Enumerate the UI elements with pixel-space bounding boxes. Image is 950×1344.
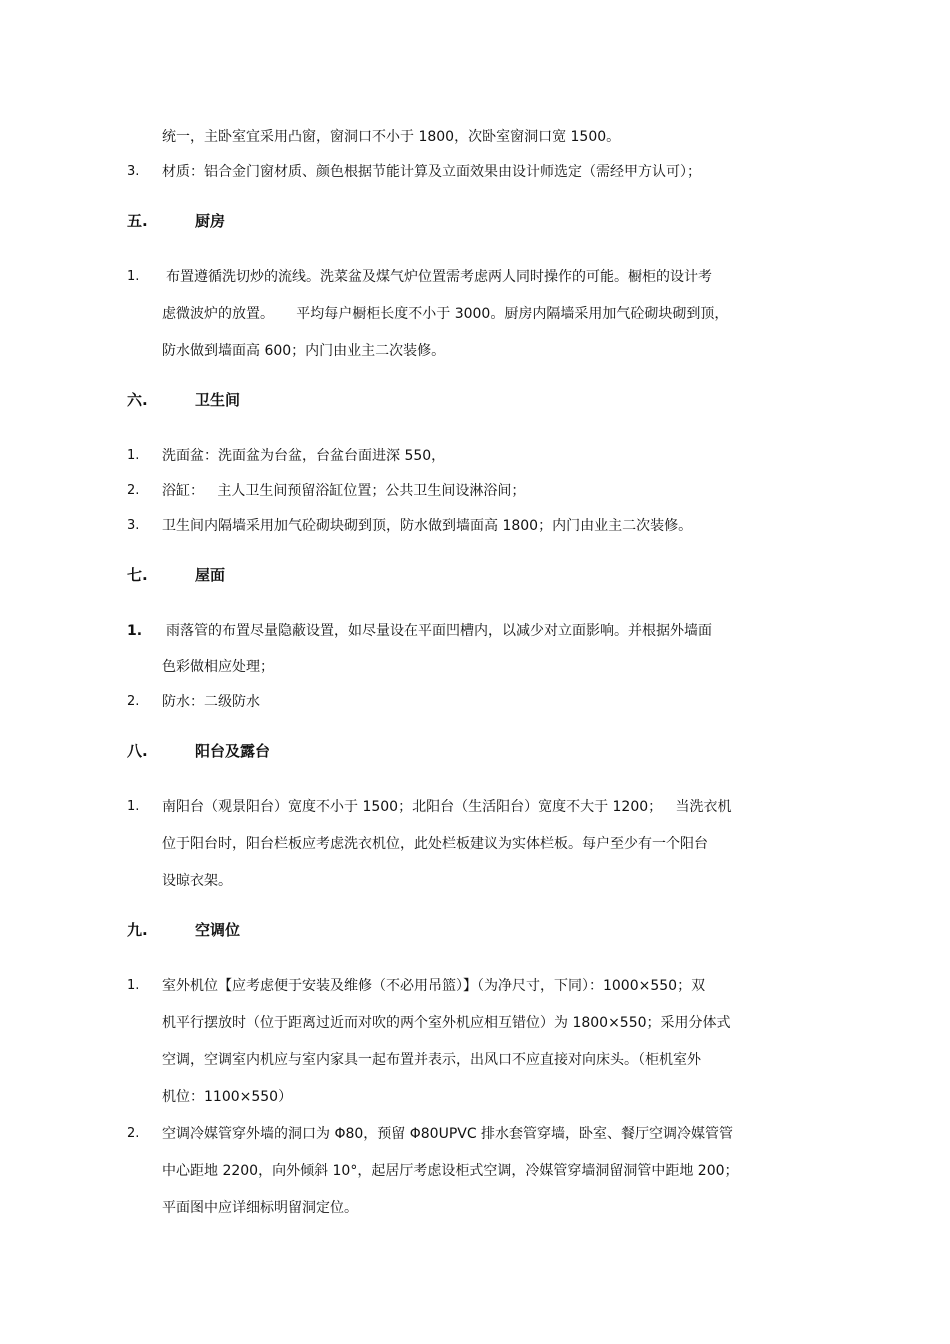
list-number: 3. (127, 164, 140, 179)
list-number: 1. (127, 448, 140, 463)
section-title: 卫生间 (195, 391, 241, 409)
paragraph-line: 色彩做相应处理； (162, 659, 274, 675)
section-number: 八. (127, 742, 148, 760)
paragraph-line: 位于阳台时，阳台栏板应考虑洗衣机位，此处栏板建议为实体栏板。每户至少有一个阳台 (162, 836, 708, 852)
paragraph-line: 室外机位【应考虑便于安装及维修（不必用吊篮）】（为净尺寸，下同）：1000×550；双 (162, 978, 706, 994)
list-number: 1. (127, 799, 140, 814)
paragraph-line: 虑微波炉的放置。 平均每户橱柜长度不小于 3000。厨房内隔墙采用加气砼砌块砌到顶， (162, 306, 729, 322)
list-number: 1. (127, 623, 143, 639)
section-number: 六. (127, 391, 148, 409)
paragraph-line: 防水：二级防水 (162, 694, 260, 710)
list-number: 1. (127, 269, 140, 284)
paragraph-line: 设晾衣架。 (162, 873, 232, 889)
paragraph-line: 中心距地 2200，向外倾斜 10°，起居厅考虑设柜式空调，冷媒管穿墙洞留洞管中距地 200； (162, 1163, 739, 1179)
paragraph-line: 洗面盆：洗面盆为台盆，台盆台面进深 550， (162, 448, 446, 464)
paragraph-line: 机平行摆放时（位于距离过近而对吹的两个室外机应相互错位）为 1800×550；采用分体式 (162, 1015, 731, 1031)
section-number: 七. (127, 566, 148, 584)
paragraph-line: 统一，主卧室宜采用凸窗，窗洞口不小于 1800，次卧室窗洞口宽 1500。 (162, 129, 621, 145)
paragraph-line: 防水做到墙面高 600；内门由业主二次装修。 (162, 343, 446, 359)
paragraph-line: 机位：1100×550） (162, 1089, 293, 1105)
section-number: 九. (127, 921, 148, 939)
paragraph-line: 卫生间内隔墙采用加气砼砌块砌到顶，防水做到墙面高 1800；内门由业主二次装修。 (162, 518, 693, 534)
section-title: 阳台及露台 (195, 742, 271, 760)
list-number: 2. (127, 1126, 140, 1141)
list-number: 2. (127, 483, 140, 498)
paragraph-line: 材质：铝合金门窗材质、颜色根据节能计算及立面效果由设计师选定（需经甲方认可）； (162, 164, 701, 180)
paragraph-line: 南阳台（观景阳台）宽度不小于 1500；北阳台（生活阳台）宽度不大于 1200； 当洗衣机 (162, 799, 732, 815)
paragraph-line: 空调，空调室内机应与室内家具一起布置并表示，出风口不应直接对向床头。（柜机室外 (162, 1052, 701, 1068)
paragraph-line: 布置遵循洗切炒的流线。洗菜盆及煤气炉位置需考虑两人同时操作的可能。橱柜的设计考 (166, 269, 712, 285)
list-number: 3. (127, 518, 140, 533)
paragraph-line: 雨落管的布置尽量隐蔽设置，如尽量设在平面凹槽内，以减少对立面影响。并根据外墙面 (166, 623, 712, 639)
paragraph-line: 平面图中应详细标明留洞定位。 (162, 1200, 358, 1216)
paragraph-line: 浴缸： 主人卫生间预留浴缸位置；公共卫生间设淋浴间； (162, 483, 526, 499)
list-number: 2. (127, 694, 140, 709)
paragraph-line: 空调冷媒管穿外墙的洞口为 Φ80，预留 Φ80UPVC 排水套管穿墙，卧室、餐厅空调冷媒管管 (162, 1126, 734, 1142)
section-title: 屋面 (195, 566, 226, 584)
list-number: 1. (127, 978, 140, 993)
section-number: 五. (127, 212, 148, 230)
section-title: 厨房 (195, 212, 226, 230)
section-title: 空调位 (195, 921, 241, 939)
